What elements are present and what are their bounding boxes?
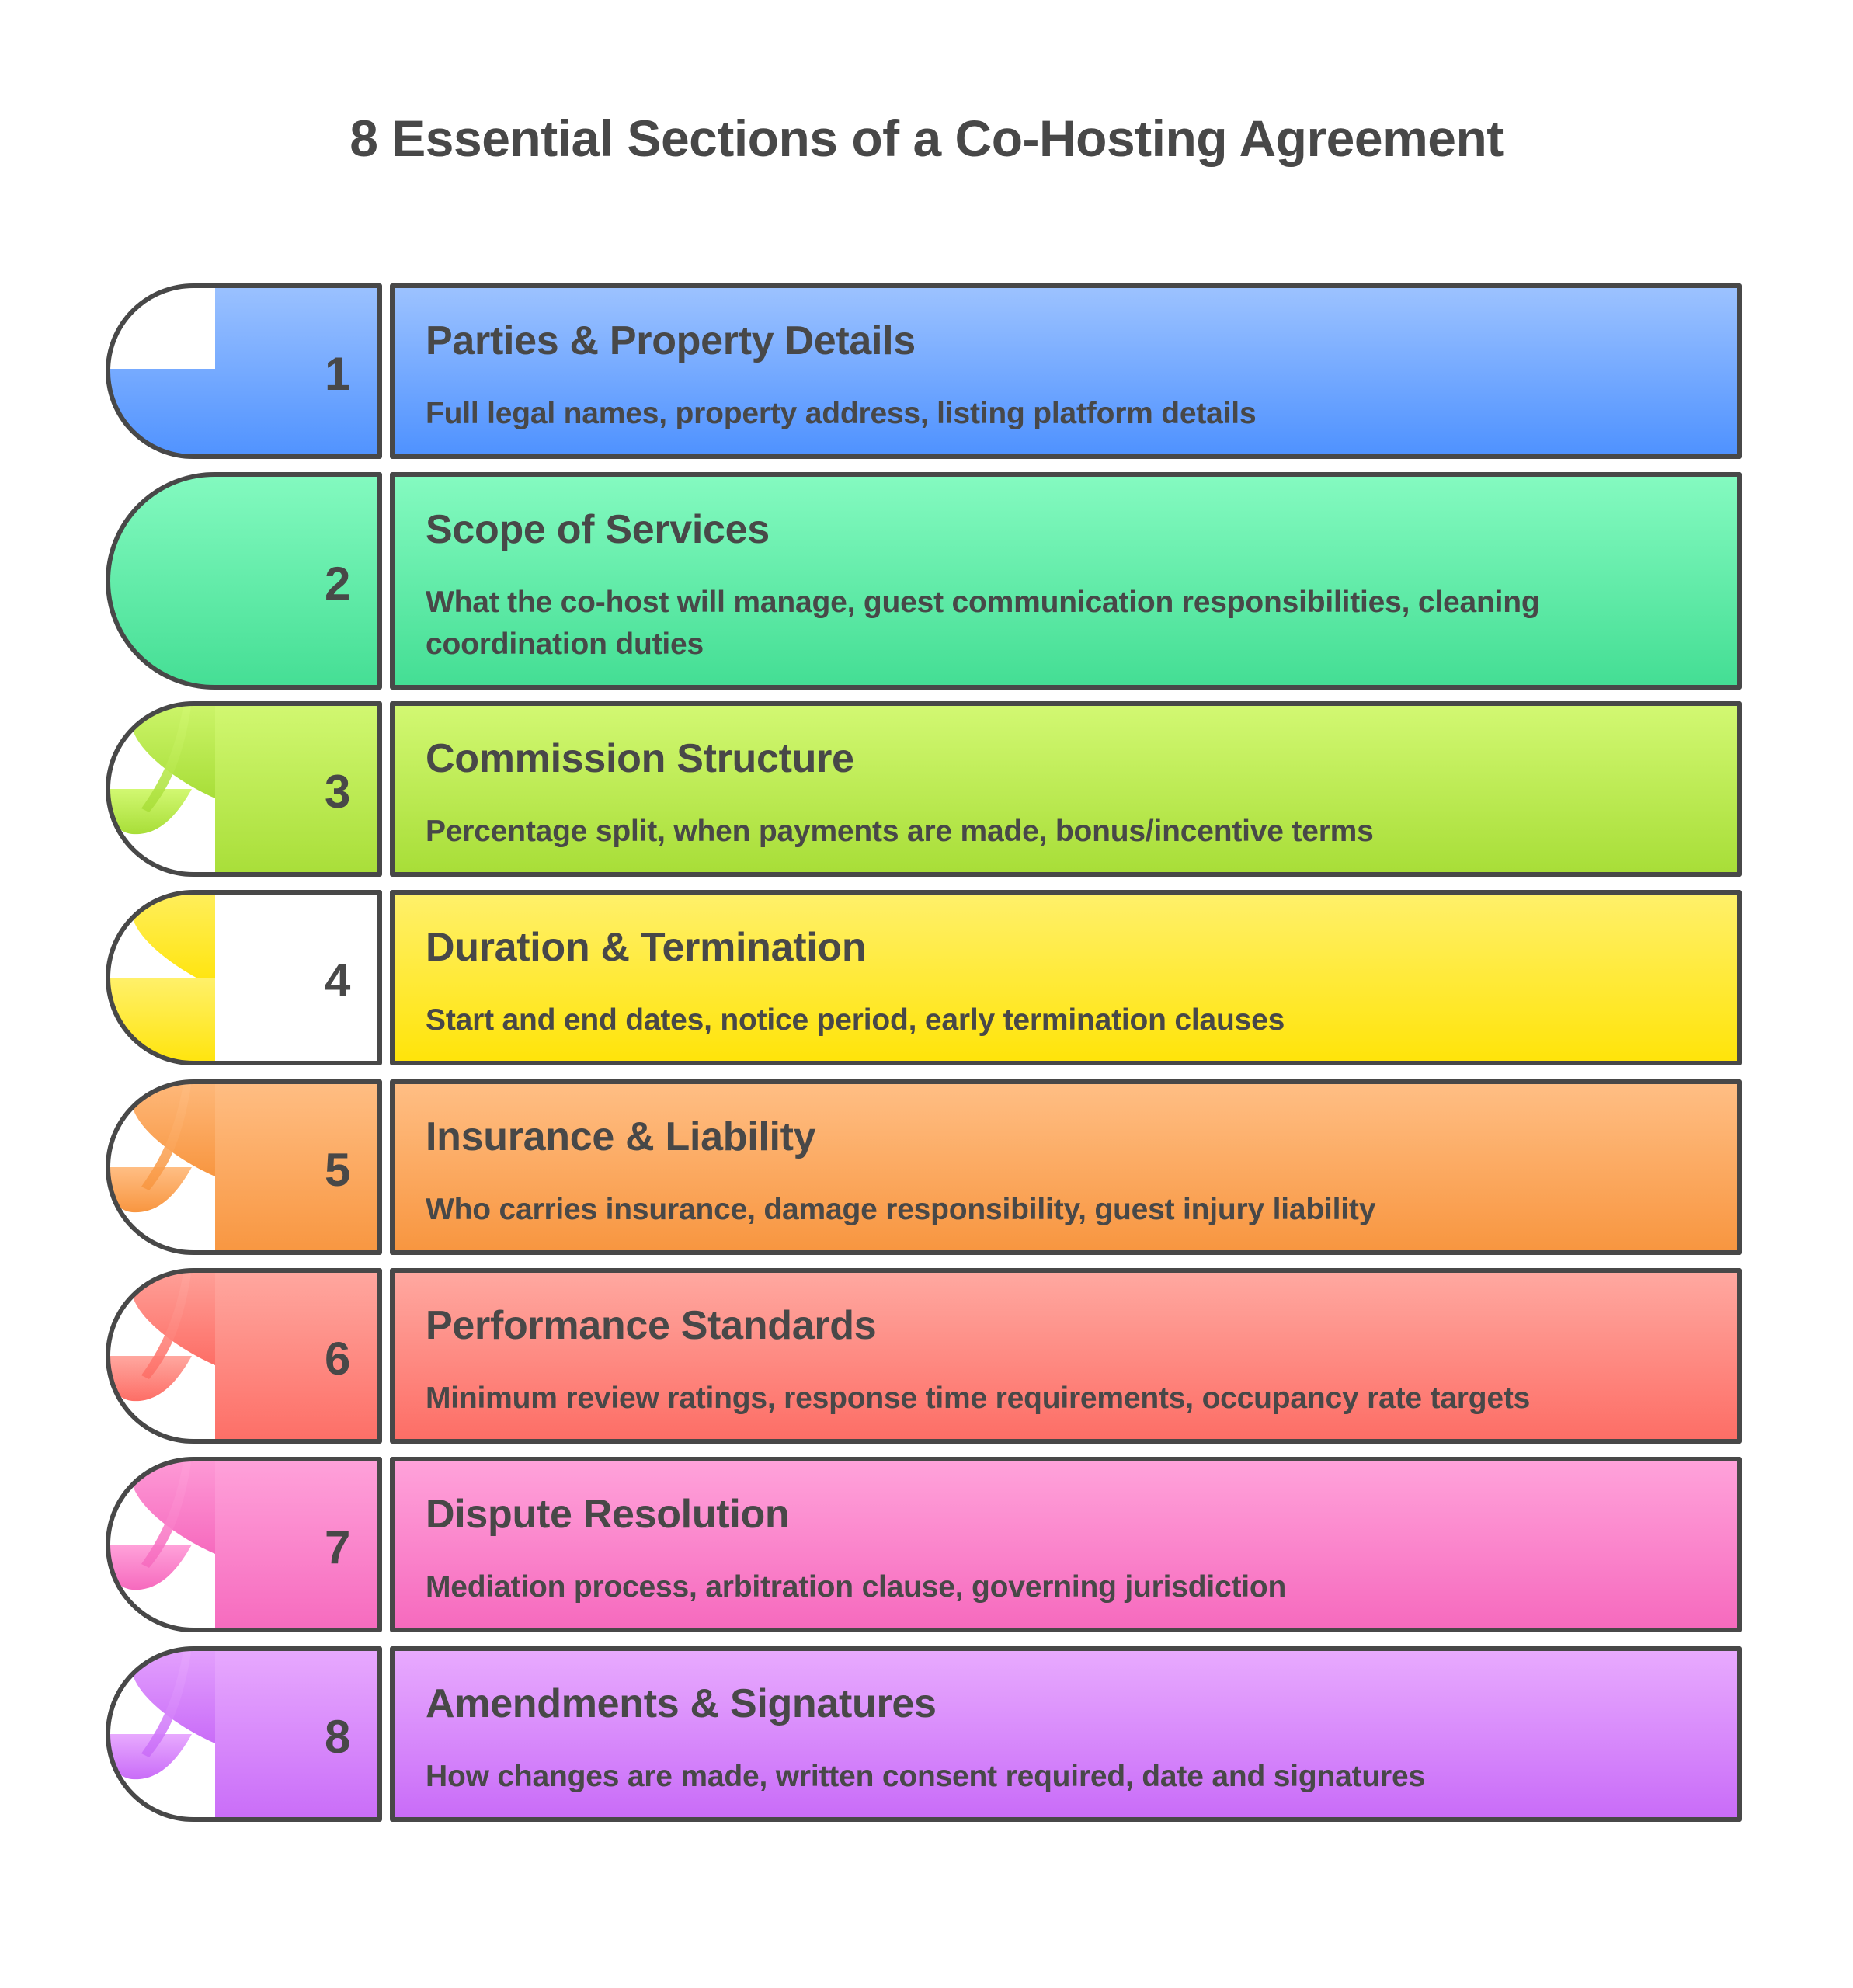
section-number: 5 <box>325 1144 351 1196</box>
section-heading: Scope of Services <box>426 507 770 552</box>
section-card <box>390 1268 1742 1444</box>
section-card <box>390 1457 1742 1632</box>
section-number-badge <box>106 701 382 877</box>
section-number-badge <box>106 1079 382 1255</box>
section-number-badge <box>106 1457 382 1632</box>
section-card <box>390 1079 1742 1255</box>
section-row-6 <box>0 1268 1853 1444</box>
section-number-badge <box>106 1646 382 1822</box>
section-card <box>390 283 1742 459</box>
section-card <box>390 890 1742 1065</box>
section-card <box>390 1646 1742 1822</box>
section-card <box>390 701 1742 877</box>
section-number: 4 <box>325 954 351 1006</box>
section-number: 1 <box>325 348 351 400</box>
diagram-title: 8 Essential Sections of a Co-Hosting Agreement <box>349 109 1504 167</box>
section-row-3 <box>0 701 1853 877</box>
section-description: Minimum review ratings, response time requirements, occupancy rate targets <box>426 1382 1531 1415</box>
section-description: How changes are made, written consent required, date and signatures <box>426 1760 1425 1793</box>
section-number: 2 <box>325 558 351 610</box>
section-row-7 <box>0 1457 1853 1632</box>
section-number-badge <box>106 472 382 690</box>
section-number-badge <box>106 890 382 1065</box>
section-description: Start and end dates, notice period, early termination clauses <box>426 1003 1285 1037</box>
section-number: 8 <box>325 1711 351 1763</box>
section-heading: Dispute Resolution <box>426 1492 790 1537</box>
section-description: Who carries insurance, damage responsibility, guest injury liability <box>426 1193 1376 1226</box>
section-heading: Amendments & Signatures <box>426 1681 937 1726</box>
section-number: 6 <box>325 1333 351 1385</box>
section-row-1 <box>0 283 1853 459</box>
section-heading: Performance Standards <box>426 1303 877 1348</box>
section-description: What the co-host will manage, guest communication responsibilities, cleaning coordination duties <box>426 586 1540 661</box>
section-description: Full legal names, property address, listing platform details <box>426 397 1257 430</box>
section-number-badge <box>106 283 382 459</box>
section-heading: Duration & Termination <box>426 925 867 970</box>
section-row-4 <box>0 890 1853 1065</box>
section-row-2 <box>0 472 1853 690</box>
section-row-8 <box>0 1646 1853 1822</box>
section-description: Percentage split, when payments are made, bonus/incentive terms <box>426 815 1374 848</box>
section-number: 3 <box>325 766 351 818</box>
section-heading: Insurance & Liability <box>426 1114 816 1159</box>
section-number-badge <box>106 1268 382 1444</box>
section-card <box>390 472 1742 690</box>
section-heading: Commission Structure <box>426 736 854 781</box>
section-number: 7 <box>325 1521 351 1573</box>
section-heading: Parties & Property Details <box>426 318 916 363</box>
section-description: Mediation process, arbitration clause, governing jurisdiction <box>426 1570 1287 1604</box>
section-row-5 <box>0 1079 1853 1255</box>
